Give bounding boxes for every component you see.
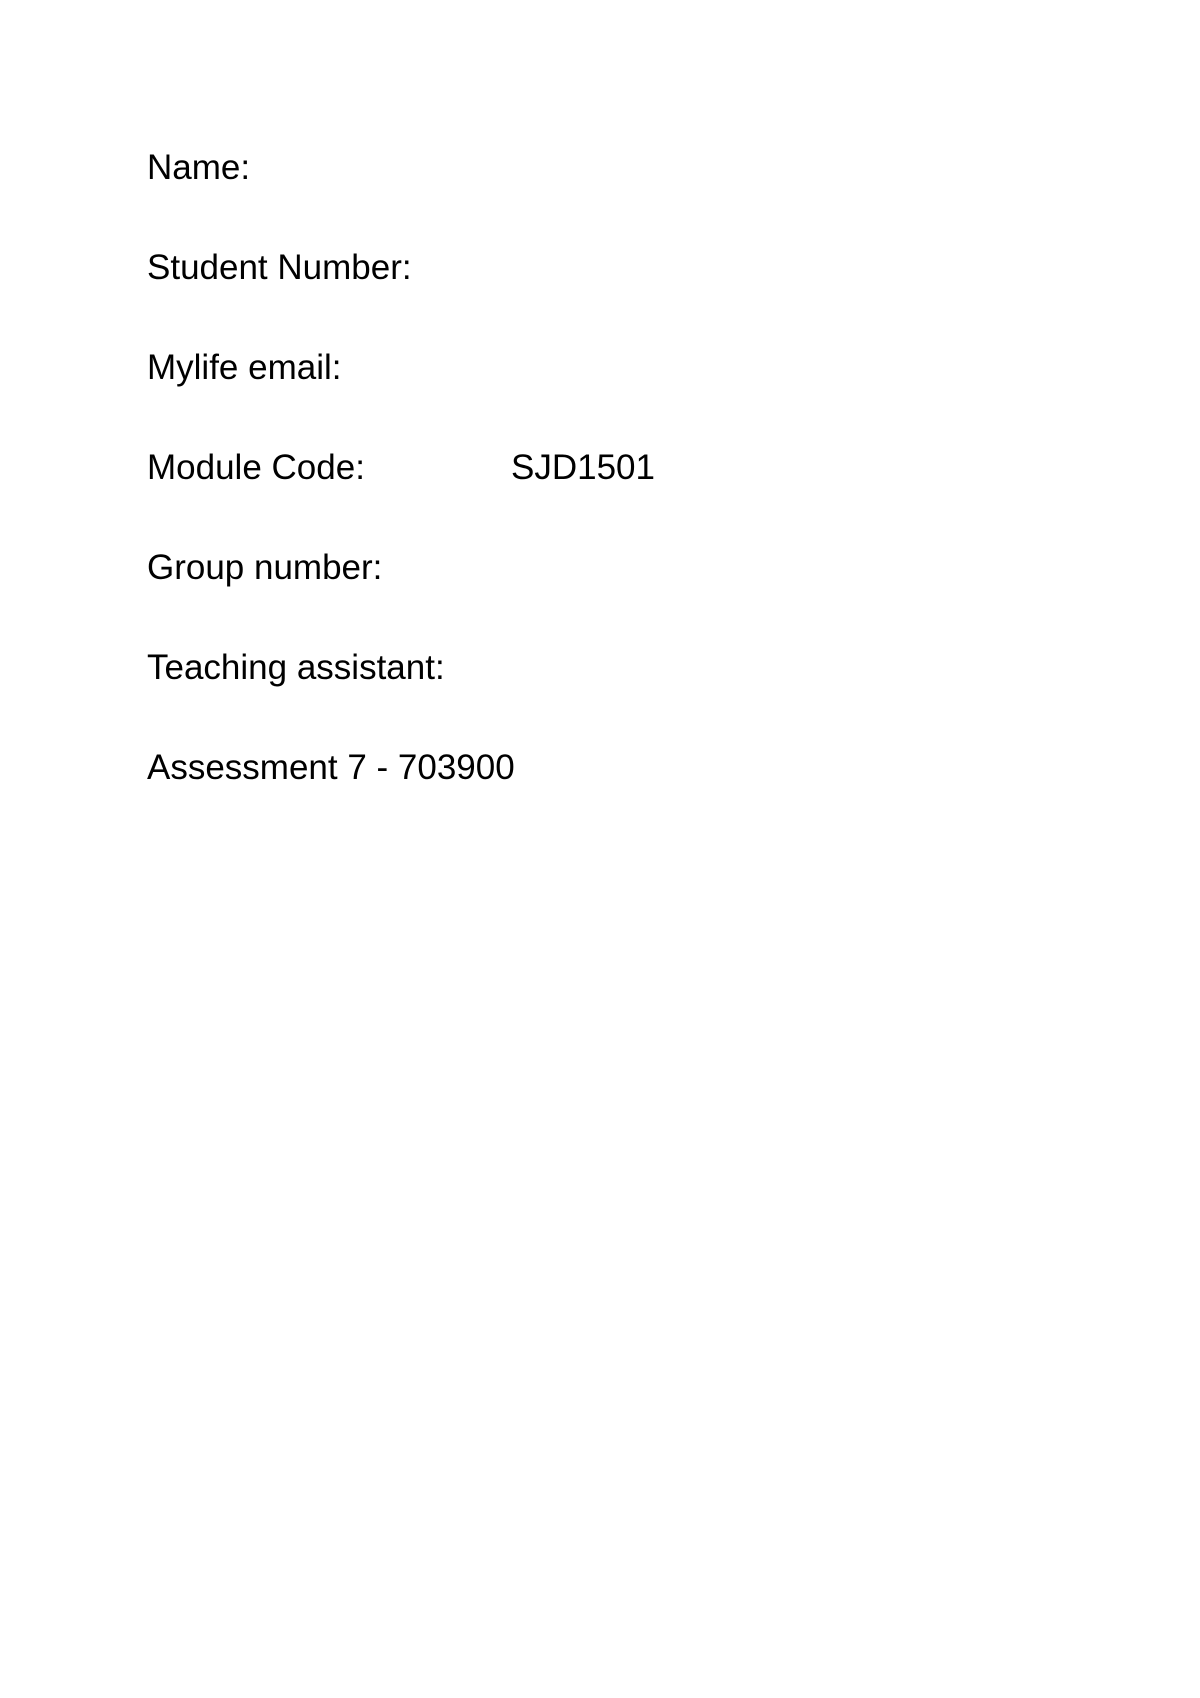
student-number-label: Student Number: (147, 248, 412, 287)
teaching-assistant-field (147, 648, 445, 688)
mylife-email-field (147, 348, 341, 388)
module-code-value: SJD1501 (511, 448, 655, 487)
module-code-field (147, 448, 655, 488)
mylife-email-label: Mylife email: (147, 348, 342, 387)
assessment-line (147, 748, 515, 788)
group-number-label: Group number: (147, 548, 383, 587)
student-number-field (147, 248, 412, 288)
assessment-text: Assessment 7 - 703900 (147, 748, 515, 787)
module-code-label: Module Code: (147, 448, 365, 487)
group-number-field (147, 548, 382, 588)
name-label: Name: (147, 148, 251, 187)
teaching-assistant-label: Teaching assistant: (147, 648, 445, 687)
name-field (147, 148, 250, 188)
